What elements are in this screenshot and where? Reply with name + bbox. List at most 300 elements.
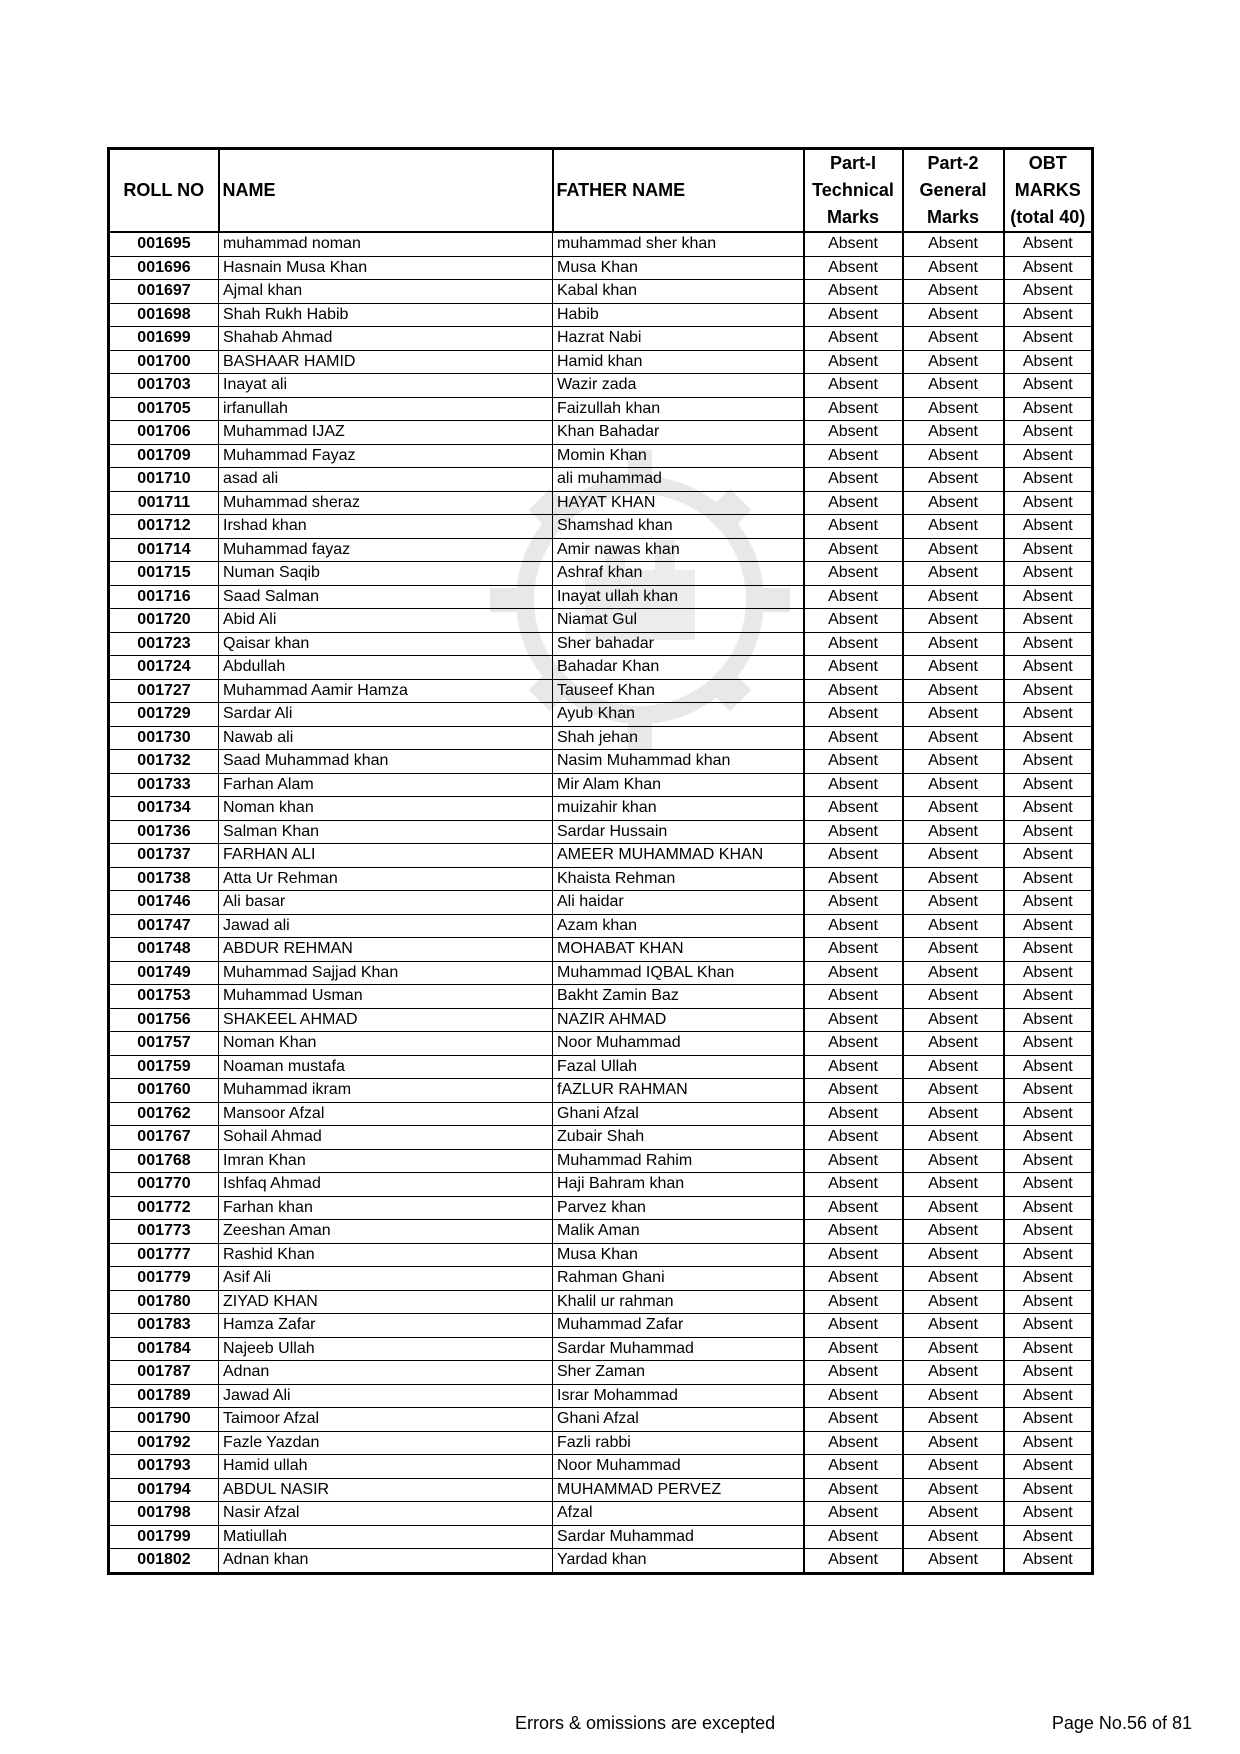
obt-marks-cell: Absent xyxy=(1004,938,1093,962)
table-row xyxy=(109,1384,1093,1408)
table-row xyxy=(109,468,1093,492)
father-name-cell: Sher bahadar xyxy=(553,632,804,656)
father-name-cell: Musa Khan xyxy=(553,1243,804,1267)
part1-marks-cell: Absent xyxy=(804,1431,903,1455)
name-cell: Muhammad Fayaz xyxy=(219,444,553,468)
name-cell: muhammad noman xyxy=(219,232,553,256)
roll-no-cell: 001732 xyxy=(109,750,219,774)
name-cell: Saad Muhammad khan xyxy=(219,750,553,774)
obt-marks-cell: Absent xyxy=(1004,1055,1093,1079)
roll-no-cell: 001802 xyxy=(109,1549,219,1574)
roll-no-cell: 001724 xyxy=(109,656,219,680)
header-row xyxy=(109,149,1093,233)
part2-marks-cell: Absent xyxy=(903,891,1004,915)
part1-marks-cell: Absent xyxy=(804,797,903,821)
roll-no-cell: 001793 xyxy=(109,1455,219,1479)
table-row xyxy=(109,1337,1093,1361)
part2-marks-cell: Absent xyxy=(903,303,1004,327)
part1-marks-cell: Absent xyxy=(804,914,903,938)
obt-marks-cell: Absent xyxy=(1004,491,1093,515)
father-name-cell: Khalil ur rahman xyxy=(553,1290,804,1314)
table-row xyxy=(109,232,1093,256)
part2-marks-cell: Absent xyxy=(903,1361,1004,1385)
roll-no-cell: 001699 xyxy=(109,327,219,351)
table-row xyxy=(109,938,1093,962)
name-cell: Sohail Ahmad xyxy=(219,1126,553,1150)
obt-marks-cell: Absent xyxy=(1004,1173,1093,1197)
obt-marks-cell: Absent xyxy=(1004,397,1093,421)
table-row xyxy=(109,1455,1093,1479)
part1-marks-cell: Absent xyxy=(804,938,903,962)
results-body xyxy=(109,232,1093,1573)
part2-marks-cell: Absent xyxy=(903,1173,1004,1197)
part1-marks-cell: Absent xyxy=(804,1008,903,1032)
name-cell: Shahab Ahmad xyxy=(219,327,553,351)
part1-marks-cell: Absent xyxy=(804,397,903,421)
roll-no-cell: 001736 xyxy=(109,820,219,844)
roll-no-cell: 001695 xyxy=(109,232,219,256)
father-name-cell: Khaista Rehman xyxy=(553,867,804,891)
part2-marks-cell: Absent xyxy=(903,820,1004,844)
header-part1-line3: Marks xyxy=(826,207,880,227)
table-row xyxy=(109,1408,1093,1432)
part2-marks-cell: Absent xyxy=(903,1102,1004,1126)
father-name-cell: Zubair Shah xyxy=(553,1126,804,1150)
name-cell: Hasnain Musa Khan xyxy=(219,256,553,280)
part2-marks-cell: Absent xyxy=(903,1478,1004,1502)
father-name-cell: Yardad khan xyxy=(553,1549,804,1574)
father-name-cell: Noor Muhammad xyxy=(553,1032,804,1056)
name-cell: Adnan khan xyxy=(219,1549,553,1574)
father-name-cell: Rahman Ghani xyxy=(553,1267,804,1291)
roll-no-cell: 001696 xyxy=(109,256,219,280)
table-row xyxy=(109,1243,1093,1267)
father-name-cell: Afzal xyxy=(553,1502,804,1526)
father-name-cell: Azam khan xyxy=(553,914,804,938)
part2-marks-cell: Absent xyxy=(903,867,1004,891)
table-row xyxy=(109,726,1093,750)
part1-marks-cell: Absent xyxy=(804,773,903,797)
table-row xyxy=(109,797,1093,821)
roll-no-cell: 001756 xyxy=(109,1008,219,1032)
name-cell: Rashid Khan xyxy=(219,1243,553,1267)
name-cell: Farhan khan xyxy=(219,1196,553,1220)
name-cell: BASHAAR HAMID xyxy=(219,350,553,374)
father-name-cell: Parvez khan xyxy=(553,1196,804,1220)
part2-marks-cell: Absent xyxy=(903,1314,1004,1338)
part1-marks-cell: Absent xyxy=(804,867,903,891)
obt-marks-cell: Absent xyxy=(1004,867,1093,891)
table-row xyxy=(109,397,1093,421)
part1-marks-cell: Absent xyxy=(804,1173,903,1197)
part1-marks-cell: Absent xyxy=(804,1408,903,1432)
obt-marks-cell: Absent xyxy=(1004,1314,1093,1338)
part1-marks-cell: Absent xyxy=(804,374,903,398)
name-cell: Noman khan xyxy=(219,797,553,821)
part2-marks-cell: Absent xyxy=(903,1290,1004,1314)
roll-no-cell: 001723 xyxy=(109,632,219,656)
obt-marks-cell: Absent xyxy=(1004,1478,1093,1502)
table-row xyxy=(109,1290,1093,1314)
name-cell: Taimoor Afzal xyxy=(219,1408,553,1432)
obt-marks-cell: Absent xyxy=(1004,468,1093,492)
name-cell: Noaman mustafa xyxy=(219,1055,553,1079)
roll-no-cell: 001762 xyxy=(109,1102,219,1126)
table-row xyxy=(109,350,1093,374)
name-cell: Muhammad ikram xyxy=(219,1079,553,1103)
part1-marks-cell: Absent xyxy=(804,468,903,492)
obt-marks-cell: Absent xyxy=(1004,961,1093,985)
obt-marks-cell: Absent xyxy=(1004,703,1093,727)
father-name-cell: fAZLUR RAHMAN xyxy=(553,1079,804,1103)
table-row xyxy=(109,703,1093,727)
roll-no-cell: 001794 xyxy=(109,1478,219,1502)
part1-marks-cell: Absent xyxy=(804,891,903,915)
obt-marks-cell: Absent xyxy=(1004,679,1093,703)
part2-marks-cell: Absent xyxy=(903,350,1004,374)
table-row xyxy=(109,1055,1093,1079)
roll-no-cell: 001779 xyxy=(109,1267,219,1291)
roll-no-cell: 001757 xyxy=(109,1032,219,1056)
table-row xyxy=(109,1079,1093,1103)
obt-marks-cell: Absent xyxy=(1004,726,1093,750)
header-part2-line3: Marks xyxy=(926,207,980,227)
part2-marks-cell: Absent xyxy=(903,656,1004,680)
name-cell: Nawab ali xyxy=(219,726,553,750)
father-name-cell: Sardar Hussain xyxy=(553,820,804,844)
part1-marks-cell: Absent xyxy=(804,1455,903,1479)
obt-marks-cell: Absent xyxy=(1004,844,1093,868)
part2-marks-cell: Absent xyxy=(903,1032,1004,1056)
roll-no-cell: 001773 xyxy=(109,1220,219,1244)
obt-marks-cell: Absent xyxy=(1004,421,1093,445)
obt-marks-cell: Absent xyxy=(1004,374,1093,398)
name-cell: Saad Salman xyxy=(219,585,553,609)
obt-marks-cell: Absent xyxy=(1004,1290,1093,1314)
roll-no-cell: 001783 xyxy=(109,1314,219,1338)
part1-marks-cell: Absent xyxy=(804,256,903,280)
obt-marks-cell: Absent xyxy=(1004,1408,1093,1432)
part1-marks-cell: Absent xyxy=(804,679,903,703)
table-row xyxy=(109,1314,1093,1338)
obt-marks-cell: Absent xyxy=(1004,1126,1093,1150)
part1-marks-cell: Absent xyxy=(804,750,903,774)
name-cell: Najeeb Ullah xyxy=(219,1337,553,1361)
roll-no-cell: 001733 xyxy=(109,773,219,797)
table-row xyxy=(109,961,1093,985)
part1-marks-cell: Absent xyxy=(804,1478,903,1502)
name-cell: Fazle Yazdan xyxy=(219,1431,553,1455)
obt-marks-cell: Absent xyxy=(1004,1384,1093,1408)
father-name-cell: Tauseef Khan xyxy=(553,679,804,703)
table-row xyxy=(109,1525,1093,1549)
roll-no-cell: 001727 xyxy=(109,679,219,703)
roll-no-cell: 001790 xyxy=(109,1408,219,1432)
name-cell: Sardar Ali xyxy=(219,703,553,727)
part1-marks-cell: Absent xyxy=(804,562,903,586)
father-name-cell: Ali haidar xyxy=(553,891,804,915)
part2-marks-cell: Absent xyxy=(903,444,1004,468)
name-cell: Muhammad Usman xyxy=(219,985,553,1009)
table-row xyxy=(109,1032,1093,1056)
part2-marks-cell: Absent xyxy=(903,1196,1004,1220)
part2-marks-cell: Absent xyxy=(903,1502,1004,1526)
header-roll-no: ROLL NO xyxy=(109,149,219,233)
part2-marks-cell: Absent xyxy=(903,1525,1004,1549)
table-row xyxy=(109,1549,1093,1574)
obt-marks-cell: Absent xyxy=(1004,232,1093,256)
obt-marks-cell: Absent xyxy=(1004,1102,1093,1126)
header-part1-line2: Technical xyxy=(812,180,894,200)
part1-marks-cell: Absent xyxy=(804,1220,903,1244)
part2-marks-cell: Absent xyxy=(903,1455,1004,1479)
table-row xyxy=(109,632,1093,656)
obt-marks-cell: Absent xyxy=(1004,632,1093,656)
table-row xyxy=(109,844,1093,868)
obt-marks-cell: Absent xyxy=(1004,1361,1093,1385)
father-name-cell: Amir nawas khan xyxy=(553,538,804,562)
part1-marks-cell: Absent xyxy=(804,444,903,468)
father-name-cell: Israr Mohammad xyxy=(553,1384,804,1408)
roll-no-cell: 001709 xyxy=(109,444,219,468)
roll-no-cell: 001706 xyxy=(109,421,219,445)
father-name-cell: Fazal Ullah xyxy=(553,1055,804,1079)
roll-no-cell: 001749 xyxy=(109,961,219,985)
father-name-cell: Haji Bahram khan xyxy=(553,1173,804,1197)
obt-marks-cell: Absent xyxy=(1004,280,1093,304)
header-part2-line2: General xyxy=(919,180,987,200)
part2-marks-cell: Absent xyxy=(903,1549,1004,1574)
part2-marks-cell: Absent xyxy=(903,1149,1004,1173)
father-name-cell: Muhammad IQBAL Khan xyxy=(553,961,804,985)
father-name-cell: Sardar Muhammad xyxy=(553,1337,804,1361)
obt-marks-cell: Absent xyxy=(1004,1267,1093,1291)
obt-marks-cell: Absent xyxy=(1004,797,1093,821)
part2-marks-cell: Absent xyxy=(903,1337,1004,1361)
roll-no-cell: 001711 xyxy=(109,491,219,515)
name-cell: Hamid ullah xyxy=(219,1455,553,1479)
table-row xyxy=(109,1102,1093,1126)
part2-marks-cell: Absent xyxy=(903,914,1004,938)
obt-marks-cell: Absent xyxy=(1004,256,1093,280)
part1-marks-cell: Absent xyxy=(804,1384,903,1408)
part2-marks-cell: Absent xyxy=(903,1408,1004,1432)
part1-marks-cell: Absent xyxy=(804,1361,903,1385)
obt-marks-cell: Absent xyxy=(1004,985,1093,1009)
obt-marks-cell: Absent xyxy=(1004,1149,1093,1173)
part1-marks-cell: Absent xyxy=(804,421,903,445)
table-row xyxy=(109,585,1093,609)
name-cell: SHAKEEL AHMAD xyxy=(219,1008,553,1032)
part2-marks-cell: Absent xyxy=(903,703,1004,727)
part2-marks-cell: Absent xyxy=(903,538,1004,562)
obt-marks-cell: Absent xyxy=(1004,327,1093,351)
name-cell: Noman Khan xyxy=(219,1032,553,1056)
part2-marks-cell: Absent xyxy=(903,374,1004,398)
obt-marks-cell: Absent xyxy=(1004,1549,1093,1574)
roll-no-cell: 001780 xyxy=(109,1290,219,1314)
part2-marks-cell: Absent xyxy=(903,1243,1004,1267)
obt-marks-cell: Absent xyxy=(1004,773,1093,797)
header-part1-technical-marks xyxy=(804,149,903,233)
obt-marks-cell: Absent xyxy=(1004,515,1093,539)
part1-marks-cell: Absent xyxy=(804,1196,903,1220)
roll-no-cell: 001770 xyxy=(109,1173,219,1197)
obt-marks-cell: Absent xyxy=(1004,891,1093,915)
father-name-cell: Hamid khan xyxy=(553,350,804,374)
name-cell: Qaisar khan xyxy=(219,632,553,656)
table-row xyxy=(109,1502,1093,1526)
father-name-cell: Kabal khan xyxy=(553,280,804,304)
name-cell: Imran Khan xyxy=(219,1149,553,1173)
roll-no-cell: 001715 xyxy=(109,562,219,586)
name-cell: Nasir Afzal xyxy=(219,1502,553,1526)
name-cell: Asif Ali xyxy=(219,1267,553,1291)
part2-marks-cell: Absent xyxy=(903,421,1004,445)
part1-marks-cell: Absent xyxy=(804,985,903,1009)
part2-marks-cell: Absent xyxy=(903,491,1004,515)
roll-no-cell: 001705 xyxy=(109,397,219,421)
name-cell: ZIYAD KHAN xyxy=(219,1290,553,1314)
table-row xyxy=(109,1149,1093,1173)
father-name-cell: Habib xyxy=(553,303,804,327)
part2-marks-cell: Absent xyxy=(903,327,1004,351)
name-cell: Ishfaq Ahmad xyxy=(219,1173,553,1197)
roll-no-cell: 001772 xyxy=(109,1196,219,1220)
roll-no-cell: 001698 xyxy=(109,303,219,327)
name-cell: Shah Rukh Habib xyxy=(219,303,553,327)
name-cell: Numan Saqib xyxy=(219,562,553,586)
obt-marks-cell: Absent xyxy=(1004,350,1093,374)
results-table xyxy=(107,147,1094,1575)
obt-marks-cell: Absent xyxy=(1004,750,1093,774)
table-row xyxy=(109,1196,1093,1220)
obt-marks-cell: Absent xyxy=(1004,656,1093,680)
father-name-cell: Fazli rabbi xyxy=(553,1431,804,1455)
father-name-cell: Khan Bahadar xyxy=(553,421,804,445)
part2-marks-cell: Absent xyxy=(903,1079,1004,1103)
roll-no-cell: 001737 xyxy=(109,844,219,868)
name-cell: Atta Ur Rehman xyxy=(219,867,553,891)
obt-marks-cell: Absent xyxy=(1004,820,1093,844)
roll-no-cell: 001777 xyxy=(109,1243,219,1267)
part2-marks-cell: Absent xyxy=(903,750,1004,774)
father-name-cell: NAZIR AHMAD xyxy=(553,1008,804,1032)
part1-marks-cell: Absent xyxy=(804,1525,903,1549)
father-name-cell: Malik Aman xyxy=(553,1220,804,1244)
part1-marks-cell: Absent xyxy=(804,703,903,727)
name-cell: ABDUR REHMAN xyxy=(219,938,553,962)
header-obt-line2: MARKS xyxy=(1014,180,1081,200)
name-cell: Muhammad fayaz xyxy=(219,538,553,562)
part2-marks-cell: Absent xyxy=(903,797,1004,821)
name-cell: Matiullah xyxy=(219,1525,553,1549)
obt-marks-cell: Absent xyxy=(1004,1079,1093,1103)
father-name-cell: Noor Muhammad xyxy=(553,1455,804,1479)
part2-marks-cell: Absent xyxy=(903,280,1004,304)
table-row xyxy=(109,515,1093,539)
part1-marks-cell: Absent xyxy=(804,1032,903,1056)
header-part2-general-marks xyxy=(903,149,1004,233)
name-cell: Jawad Ali xyxy=(219,1384,553,1408)
table-row xyxy=(109,867,1093,891)
father-name-cell: Inayat ullah khan xyxy=(553,585,804,609)
name-cell: Abdullah xyxy=(219,656,553,680)
name-cell: Ali basar xyxy=(219,891,553,915)
name-cell: Salman Khan xyxy=(219,820,553,844)
obt-marks-cell: Absent xyxy=(1004,1008,1093,1032)
father-name-cell: Niamat Gul xyxy=(553,609,804,633)
table-row xyxy=(109,820,1093,844)
father-name-cell: Hazrat Nabi xyxy=(553,327,804,351)
table-row xyxy=(109,1220,1093,1244)
part1-marks-cell: Absent xyxy=(804,1079,903,1103)
part1-marks-cell: Absent xyxy=(804,280,903,304)
table-row xyxy=(109,656,1093,680)
name-cell: Muhammad Sajjad Khan xyxy=(219,961,553,985)
table-row xyxy=(109,914,1093,938)
table-row xyxy=(109,280,1093,304)
roll-no-cell: 001760 xyxy=(109,1079,219,1103)
roll-no-cell: 001759 xyxy=(109,1055,219,1079)
name-cell: Jawad ali xyxy=(219,914,553,938)
part2-marks-cell: Absent xyxy=(903,773,1004,797)
father-name-cell: MOHABAT KHAN xyxy=(553,938,804,962)
part1-marks-cell: Absent xyxy=(804,303,903,327)
part2-marks-cell: Absent xyxy=(903,1126,1004,1150)
part1-marks-cell: Absent xyxy=(804,1102,903,1126)
page-number: Page No.56 of 81 xyxy=(1051,1713,1192,1733)
part1-marks-cell: Absent xyxy=(804,656,903,680)
part1-marks-cell: Absent xyxy=(804,961,903,985)
father-name-cell: Bahadar Khan xyxy=(553,656,804,680)
father-name-cell: Ayub Khan xyxy=(553,703,804,727)
header-father-name: FATHER NAME xyxy=(553,149,804,233)
part1-marks-cell: Absent xyxy=(804,538,903,562)
part1-marks-cell: Absent xyxy=(804,350,903,374)
table-row xyxy=(109,562,1093,586)
roll-no-cell: 001753 xyxy=(109,985,219,1009)
father-name-cell: Ashraf khan xyxy=(553,562,804,586)
roll-no-cell: 001748 xyxy=(109,938,219,962)
header-part2-line1: Part-2 xyxy=(927,153,979,173)
part2-marks-cell: Absent xyxy=(903,515,1004,539)
table-row xyxy=(109,750,1093,774)
part2-marks-cell: Absent xyxy=(903,397,1004,421)
obt-marks-cell: Absent xyxy=(1004,1243,1093,1267)
table-row xyxy=(109,327,1093,351)
part2-marks-cell: Absent xyxy=(903,938,1004,962)
roll-no-cell: 001767 xyxy=(109,1126,219,1150)
part1-marks-cell: Absent xyxy=(804,632,903,656)
part1-marks-cell: Absent xyxy=(804,1337,903,1361)
part1-marks-cell: Absent xyxy=(804,327,903,351)
father-name-cell: Wazir zada xyxy=(553,374,804,398)
header-obt-line1: OBT xyxy=(1028,153,1067,173)
name-cell: Muhammad sheraz xyxy=(219,491,553,515)
part1-marks-cell: Absent xyxy=(804,1267,903,1291)
part2-marks-cell: Absent xyxy=(903,562,1004,586)
table-row xyxy=(109,1478,1093,1502)
father-name-cell: Sardar Muhammad xyxy=(553,1525,804,1549)
name-cell: Farhan Alam xyxy=(219,773,553,797)
table-row xyxy=(109,374,1093,398)
roll-no-cell: 001716 xyxy=(109,585,219,609)
table-row xyxy=(109,891,1093,915)
father-name-cell: Sher Zaman xyxy=(553,1361,804,1385)
obt-marks-cell: Absent xyxy=(1004,1431,1093,1455)
name-cell: Zeeshan Aman xyxy=(219,1220,553,1244)
